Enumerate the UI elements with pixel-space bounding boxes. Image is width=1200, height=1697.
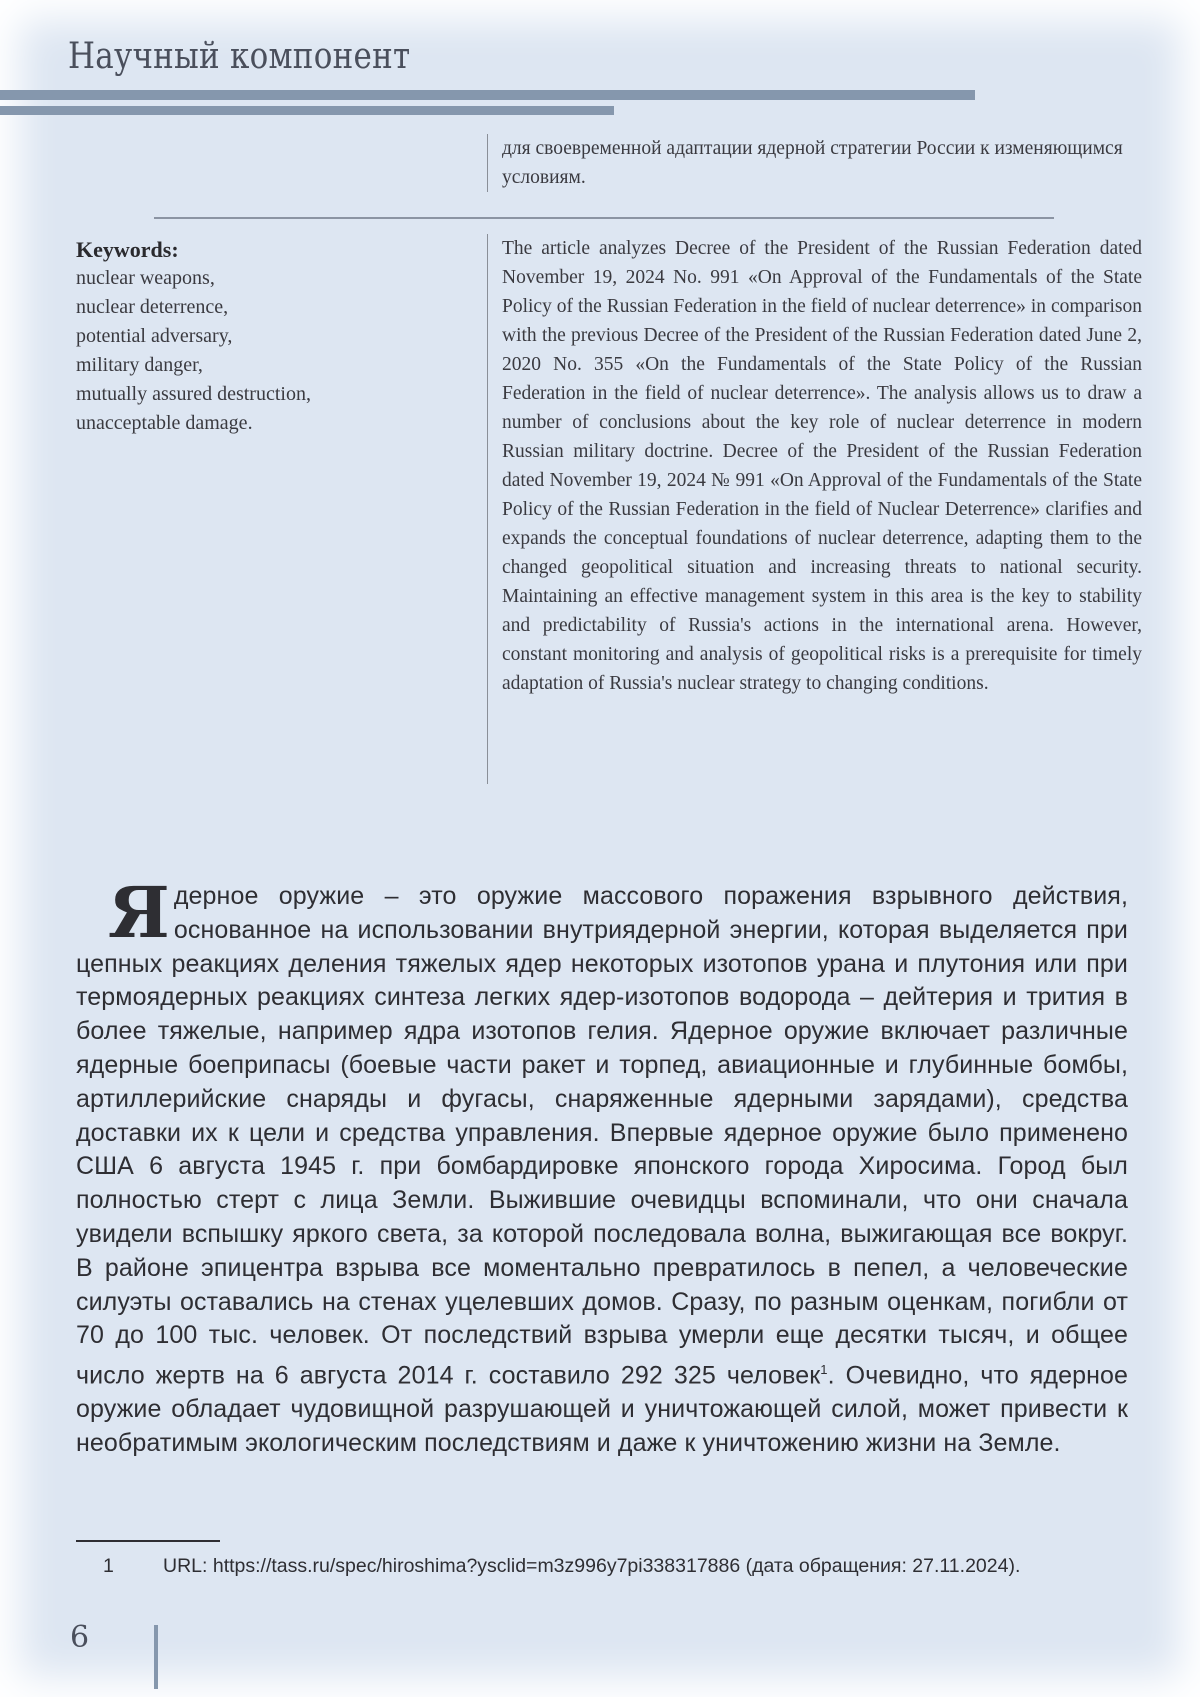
english-abstract: The article analyzes Decree of the President of the Russian Federation dated November 19, 2024 No. 991 «On Approval of the Fundamentals of the State Policy of the Russian Federation in the field of nuclear deterrence» in comparison with the previous Decree of the President of the Russian Federation dated June 2, 2020 No. 355 «On the Fundamentals of the State Policy of the Russian Federation in the field of nuclear deterrence». The analysis allows us to draw a number of conclusions about the key role of nuclear deterrence in modern Russian military doctrine. Decree of the President of the Russian Federation dated November 19, 2024 № 991 «On Approval of the Fundamentals of the State Policy of the Russian Federation in the field of Nuclear Deterrence» clarifies and expands the conceptual foundations of nuclear deterrence, adapting them to the changed geopolitical situation and increasing threats to national security. Maintaining an effective management system in this area is the key to stability and predictability of Russia's actions in the international arena. However, constant monitoring and analysis of geopolitical risks is a prerequisite for timely adaptation of Russia's nuclear strategy to changing conditions. bbox=[487, 234, 1142, 784]
footnote bbox=[76, 1551, 1128, 1581]
header-rule-short bbox=[0, 106, 614, 115]
keywords-block bbox=[76, 235, 456, 438]
body-text-part: . Очевидно, что ядерное оружие обладает чудовищной разрушающей и уничтожающей силой, может привести к необратимым экологическим последствиям и даже к уничтожению жизни на Земле. bbox=[76, 1361, 1129, 1458]
keyword-item: mutually assured destruction, bbox=[76, 383, 311, 405]
drop-cap: Я bbox=[108, 871, 170, 954]
body-text-part: дерное оружие – это оружие массового поражения взрывного действия, основанное на использовании внутриядерной энергии, которая выделяется при цепных реакциях деления тяжелых ядер некоторых изотопов урана и плутония или при термоядерных реакциях синтеза легких ядер-изотопов водорода – дейтерия и трития в более тяжелые, например ядра изотопов гелия. Ядерное оружие включает различные ядерные боеприпасы (боевые части ракет и торпед, авиационные и глубинные бомбы, артиллерийские снаряды и фугасы, снаряженные ядерными зарядами), средства доставки их к цели и средства управления. Впервые ядерное оружие было применено США 6 августа 1945 г. при бомбардировке японского города Хиросима. Город был полностью стерт с лица Земли. Выжившие очевидцы вспоминали, что они сначала увидели вспышку яркого света, за которой последовала волна, выжигающая все вокруг. В районе эпицентра взрыва все моментально превратилось в пепел, а человеческие силуэты оставались на стенах уцелевших домов. Сразу, по разным оценкам, погибли от 70 до 100 тыс. человек. От последствий взрыва умерли еще десятки тысяч, и общее число жертв на 6 августа 2014 г. составило 292 325 человек bbox=[76, 882, 1128, 1390]
keyword-item: nuclear deterrence, bbox=[76, 296, 229, 318]
footnote-text: URL: https://tass.ru/spec/hiroshima?ysclid=m3z996y7pi338317886 (дата обращения: 27.11.2024). bbox=[163, 1555, 1021, 1577]
keyword-item: military danger, bbox=[76, 354, 203, 376]
article-body bbox=[76, 871, 1129, 1461]
keyword-item: unacceptable damage. bbox=[76, 412, 253, 434]
russian-abstract-continuation: для своевременной адаптации ядерной стратегии России к изменяющимся условиям. bbox=[487, 134, 1142, 192]
keyword-item: potential adversary, bbox=[76, 325, 233, 347]
keyword-item: nuclear weapons, bbox=[76, 267, 215, 289]
page-number: 6 bbox=[70, 1620, 90, 1655]
keywords-title: Keywords: bbox=[76, 237, 179, 262]
page-number-rule bbox=[154, 1625, 158, 1689]
section-divider bbox=[154, 217, 1054, 219]
section-title: Научный компонент bbox=[68, 36, 411, 77]
footnote-divider bbox=[76, 1540, 220, 1542]
footnote-number: 1 bbox=[103, 1555, 114, 1577]
footnote-reference[interactable]: 1 bbox=[820, 1362, 828, 1378]
header-rule-long bbox=[0, 90, 975, 100]
